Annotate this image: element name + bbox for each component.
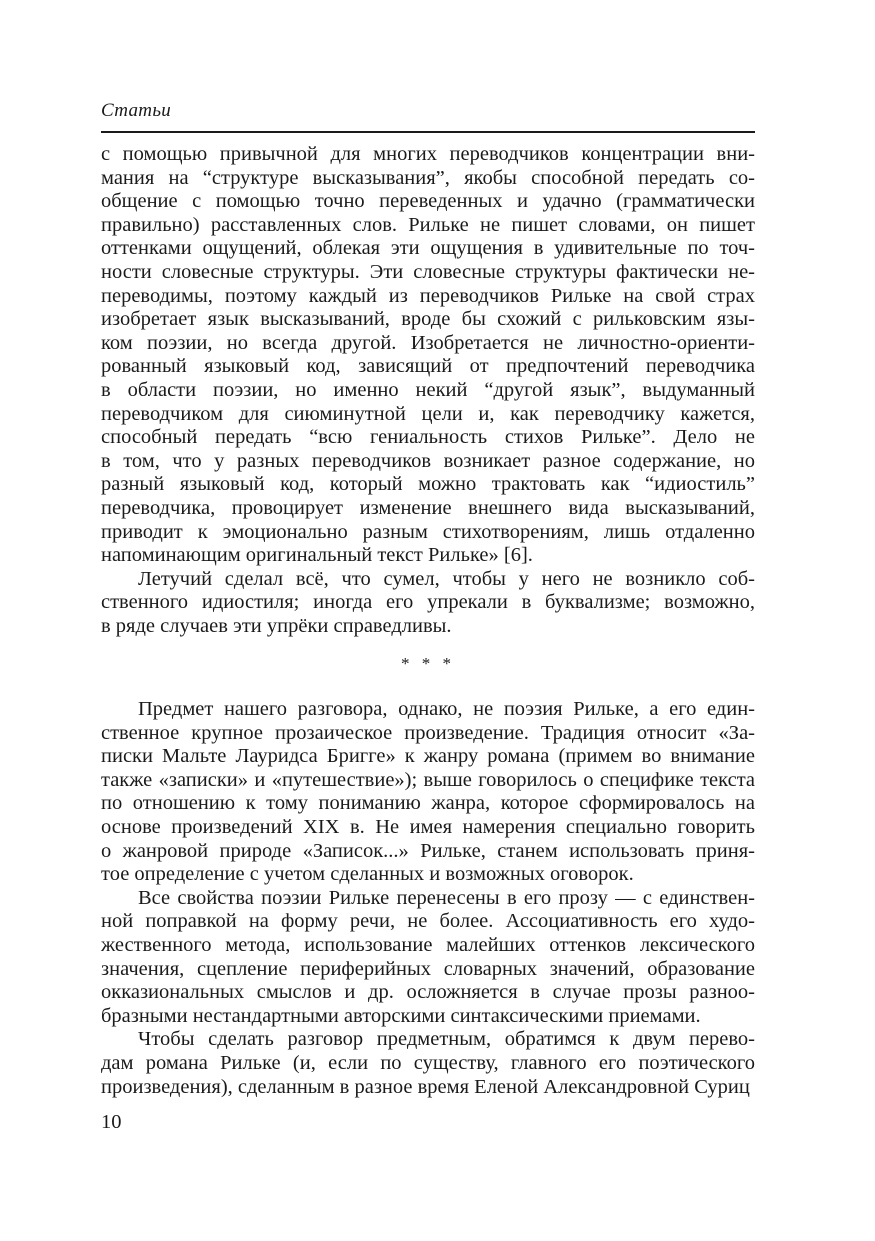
text-line: ственное крупное прозаическое произведение. Традиция относит «За- (101, 721, 755, 744)
text-line: приводит к эмоционально разным стихотворениям, лишь отдаленно (101, 520, 755, 543)
text-line: произведения), сделанным в разное время Еленой Александровной Суриц (101, 1075, 750, 1098)
text-line: в ряде случаев эти упрёки справедливы. (101, 614, 452, 637)
text-line: напоминающим оригинальный текст Рильке» [6]. (101, 544, 533, 567)
text-line: ственного идиостиля; иногда его упрекали в буквализме; возможно, (101, 591, 755, 614)
text-line: в том, что у разных переводчиков возникает разное содержание, но (101, 449, 755, 472)
text-line: Предмет нашего разговора, однако, не поэзия Рильке, а его един- (138, 698, 755, 721)
text-line: оттенками ощущений, облекая эти ощущения в удивительные по точ- (101, 237, 755, 260)
text-line: мания на “структуре высказывания”, якобы способной передать со- (101, 166, 755, 189)
text-line: о жанровой природе «Записок...» Рильке, станем использовать приня- (101, 839, 755, 862)
text-line: жественного метода, использование малейших оттенков лексического (101, 934, 755, 956)
text-line: в области поэзии, но именно некий “другой язык”, выдуманный (101, 378, 755, 401)
text-line: бразными нестандартными авторскими синтаксическими приемами. (101, 1004, 701, 1027)
section-separator: * * * (401, 654, 455, 674)
text-line: ности словесные структуры. Эти словесные структуры фактически не- (101, 260, 755, 283)
header-rule (101, 131, 755, 133)
text-line: тое определение с учетом сделанных и возможных оговорок. (101, 863, 634, 886)
text-line: переводимы, поэтому каждый из переводчиков Рильке на свой страх (101, 284, 755, 307)
text-line: переводчиком для сиюминутной цели и, как переводчику кажется, (101, 402, 755, 425)
text-line: переводчика, провоцирует изменение внешнего вида высказываний, (101, 496, 755, 519)
text-line: ной поправкой на форму речи, не более. Ассоциативность его худо- (101, 910, 755, 933)
paragraph (101, 698, 755, 887)
paragraph (101, 568, 755, 639)
text-line: общение с помощью точно переведенных и удачно (грамматически (101, 190, 755, 213)
text-line: основе произведений XIX в. Не имея намерения специально говорить (101, 816, 755, 839)
body-text (101, 143, 755, 1099)
text-line: писки Мальте Лауридса Бригге» к жанру романа (примем во внимание (101, 745, 755, 768)
text-line: ком поэзии, но всегда другой. Изобретается не личностно-ориенти- (101, 331, 755, 354)
text-line: значения, сцепление периферийных словарных значений, образование (101, 957, 755, 980)
paragraph (101, 887, 755, 1029)
paragraph (101, 143, 755, 568)
text-line: дам романа Рильке (и, если по существу, главного его поэтического (101, 1051, 755, 1074)
text-line: по отношению к тому пониманию жанра, которое сформировалось на (101, 792, 755, 815)
text-line: с помощью привычной для многих переводчиков концентрации вни- (101, 143, 755, 165)
paragraph (101, 1028, 755, 1099)
text-line: Чтобы сделать разговор предметным, обратимся к двум перево- (138, 1028, 755, 1051)
text-line: окказиональных смыслов и др. осложняется в случае прозы разноо- (101, 981, 755, 1004)
text-line: изобретает язык высказываний, вроде бы схожий с рильковским язы- (101, 308, 755, 331)
page-number: 10 (101, 1111, 122, 1133)
text-line: Летучий сделал всё, что сумел, чтобы у него не возникло соб- (138, 567, 755, 590)
text-line: разный языковый код, который можно трактовать как “идиостиль” (101, 473, 755, 496)
text-line: способный передать “всю гениальность стихов Рильке”. Дело не (101, 426, 755, 449)
text-line: правильно) расставленных слов. Рильке не пишет словами, он пишет (101, 213, 755, 236)
text-line: также «записки» и «путешествие»); выше говорилось о специфике текста (101, 768, 755, 791)
text-line: Все свойства поэзии Рильке перенесены в его прозу — с единствен- (138, 886, 755, 909)
text-line: рованный языковый код, зависящий от предпочтений переводчика (101, 355, 755, 378)
running-head: Статьи (101, 100, 172, 121)
